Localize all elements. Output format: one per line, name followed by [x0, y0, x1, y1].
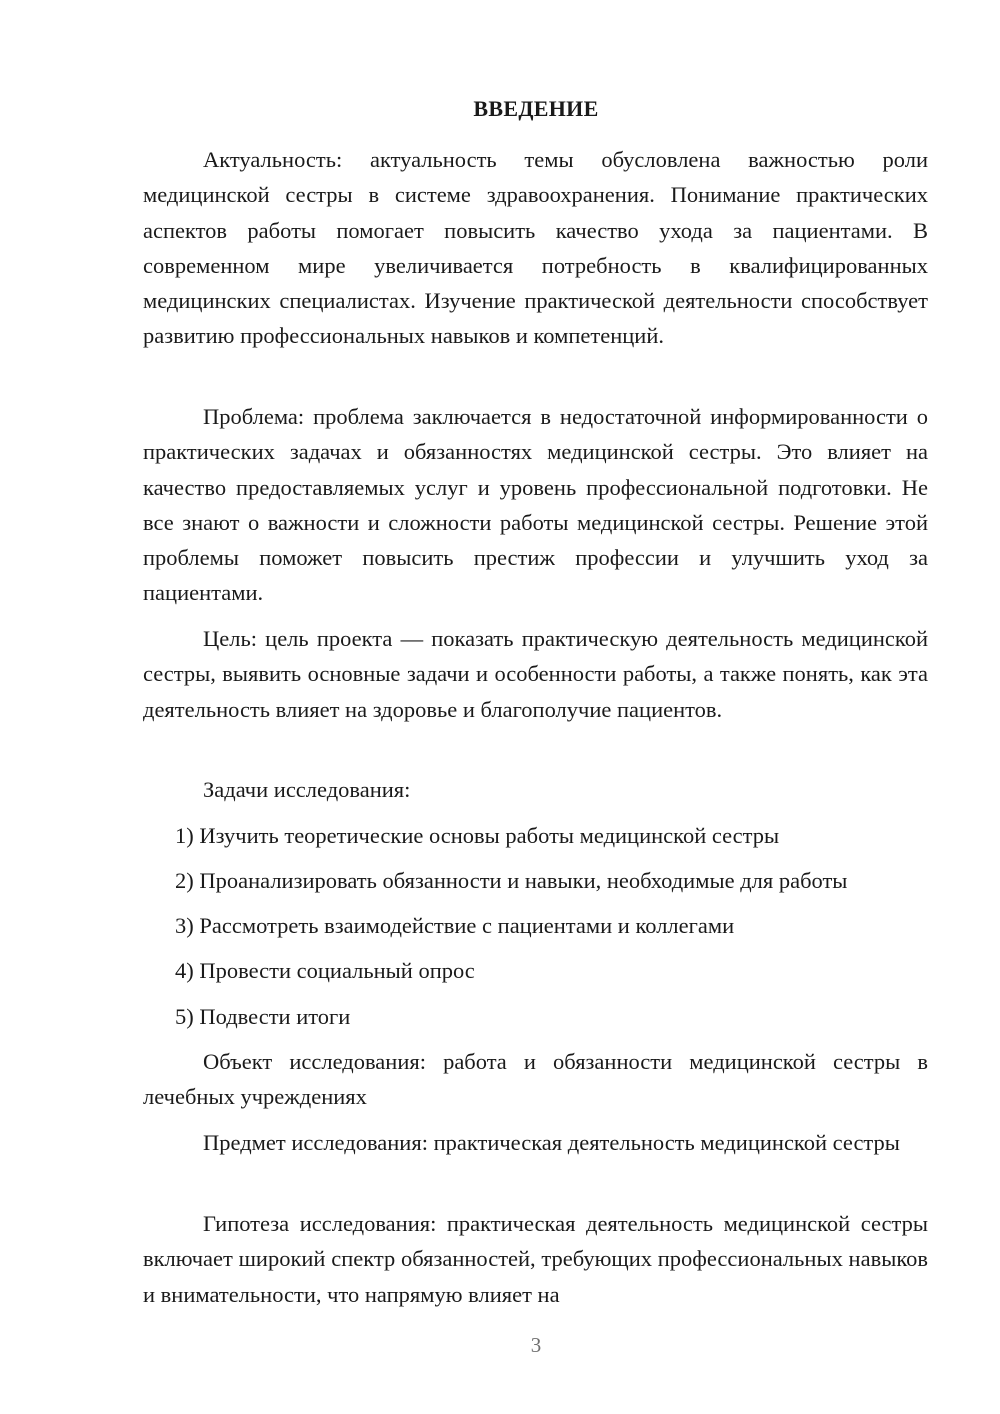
- paragraph-hypothesis: Гипотеза исследования: практическая деятельность медицинской сестры включает широкий спектр обязанностей, требующих профессиональных навыков и внимательности, что напрямую влияет на: [143, 1211, 928, 1307]
- section-title: ВВЕДЕНИЕ: [473, 96, 599, 121]
- task-item: 3) Рассмотреть взаимодействие с пациентами и коллегами: [175, 913, 735, 938]
- paragraph-goal: Цель: цель проекта — показать практическую деятельность медицинской сестры, выявить основные задачи и особенности работы, а также понять, как эта деятельность влияет на здоровье и благополучие пациентов.: [143, 626, 928, 722]
- task-item: 1) Изучить теоретические основы работы медицинской сестры: [175, 823, 780, 848]
- paragraph-object: Объект исследования: работа и обязанности медицинской сестры в лечебных учреждениях: [143, 1049, 928, 1110]
- tasks-heading: Задачи исследования:: [203, 777, 411, 802]
- task-item: 2) Проанализировать обязанности и навыки, необходимые для работы: [175, 868, 848, 893]
- paragraph-subject: Предмет исследования: практическая деятельность медицинской сестры: [203, 1130, 900, 1155]
- paragraph-problem: Проблема: проблема заключается в недостаточной информированности о практических задачах и обязанностях медицинской сестры. Это влияет на качество предоставляемых услуг и уровень профессиональной подготовки. Не все знают о важности и сложности работы медицинской сестры. Решение этой проблемы поможет повысить престиж профессии и улучшить уход за пациентами.: [143, 404, 928, 606]
- task-item: 4) Провести социальный опрос: [175, 958, 475, 983]
- paragraph-relevance: Актуальность: актуальность темы обусловлена важностью роли медицинской сестры в системе здравоохранения. Понимание практических аспектов работы помогает повысить качество ухода за пациентами. В современном мире увеличивается потребность в квалифицированных медицинских специалистах. Изучение практической деятельности способствует развитию профессиональных навыков и компетенций.: [143, 147, 928, 349]
- task-item: 5) Подвести итоги: [175, 1004, 351, 1029]
- page-number: 3: [530, 1333, 542, 1357]
